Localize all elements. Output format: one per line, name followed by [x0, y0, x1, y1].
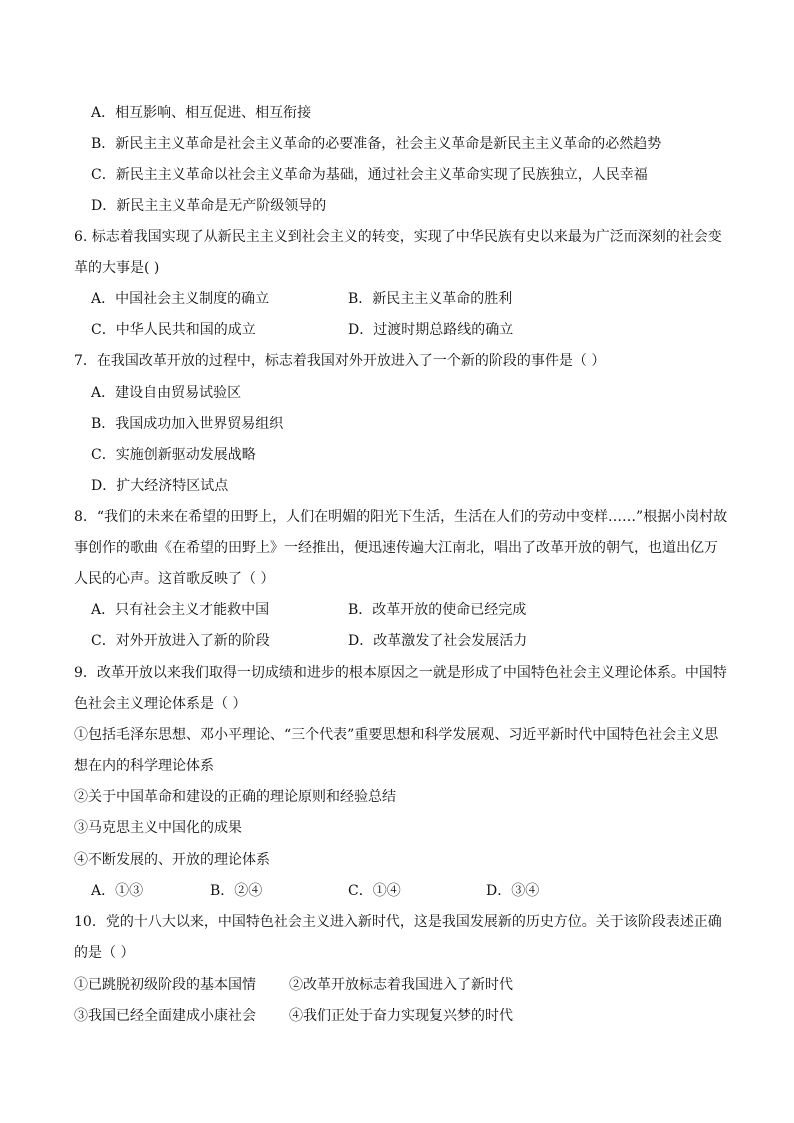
q8-stem-line2: 事创作的歌曲《在希望的田野上》一经推出，便迅速传遍大江南北，唱出了改革开放的朝气，也道出亿万: [74, 540, 718, 556]
q5-option-b: B．新民主主义革命是社会主义革命的必要准备，社会主义革命是新民主主义革命的必然趋势: [91, 136, 662, 152]
q8-stem-line3: 人民的心声。这首歌反映了（ ）: [74, 571, 275, 587]
q7-option-d: D．扩大经济特区试点: [91, 478, 229, 494]
q6-stem-line1: 6. 标志着我国实现了从新民主主义到社会主义的转变，实现了中华民族有史以来最为广泛而深刻的社会变: [74, 229, 722, 245]
q9-option-d: D．③④: [486, 883, 540, 899]
q7-option-b: B．我国成功加入世界贸易组织: [91, 416, 284, 432]
q10-item-1: ①已跳脱初级阶段的基本国情: [74, 977, 256, 993]
q9-option-a: A．①③: [91, 883, 144, 899]
q6-option-a: A．中国社会主义制度的确立: [91, 291, 270, 307]
q9-item-4: ④不断发展的、开放的理论体系: [74, 852, 270, 868]
q6-option-d: D．过渡时期总路线的确立: [348, 322, 514, 338]
q8-option-b: B．改革开放的使命已经完成: [348, 602, 527, 618]
q5-option-c: C．新民主主义革命以社会主义革命为基础，通过社会主义革命实现了民族独立，人民幸福: [91, 167, 648, 183]
q8-option-d: D．改革激发了社会发展活力: [348, 633, 528, 649]
q8-stem-line1: 8．“我们的未来在希望的田野上，人们在明媚的阳光下生活，生活在人们的劳动中变样……”根据小岗村故: [74, 509, 728, 525]
q9-item-3: ③马克思主义中国化的成果: [74, 820, 242, 836]
q5-option-d: D．新民主主义革命是无产阶级领导的: [91, 198, 327, 214]
q8-option-c: C．对外开放进入了新的阶段: [91, 633, 270, 649]
q7-stem-line1: 7．在我国改革开放的过程中，标志着我国对外开放进入了一个新的阶段的事件是（ ）: [74, 353, 606, 369]
q7-option-a: A．建设自由贸易试验区: [91, 385, 242, 401]
q9-item-1-line1: ①包括毛泽东思想、邓小平理论、“三个代表”重要思想和科学发展观、习近平新时代中国特色社会主义思: [74, 727, 719, 743]
q10-item-4: ④我们正处于奋力实现复兴梦的时代: [289, 1008, 513, 1024]
q9-option-b: B．②④: [210, 883, 263, 899]
q10-item-3: ③我国已经全面建成小康社会: [74, 1008, 256, 1024]
q9-stem-line1: 9．改革开放以来我们取得一切成绩和进步的根本原因之一就是形成了中国特色社会主义理论体系。中国特: [74, 665, 727, 681]
q9-stem-line2: 色社会主义理论体系是（ ）: [74, 696, 247, 712]
q10-stem-line1: 10．党的十八大以来，中国特色社会主义进入新时代，这是我国发展新的历史方位。关于该阶段表述正确: [74, 914, 722, 930]
q8-option-a: A．只有社会主义才能救中国: [91, 602, 270, 618]
q6-option-c: C．中华人民共和国的成立: [91, 322, 256, 338]
q10-stem-line2: 的是（ ）: [74, 945, 135, 961]
q9-item-2: ②关于中国革命和建设的正确的理论原则和经验总结: [74, 789, 396, 805]
q9-item-1-line2: 想在内的科学理论体系: [74, 758, 214, 774]
q6-stem-line2: 革的大事是( ): [74, 260, 160, 276]
q10-item-2: ②改革开放标志着我国进入了新时代: [289, 977, 513, 993]
q7-option-c: C．实施创新驱动发展战略: [91, 447, 256, 463]
q5-option-a: A．相互影响、相互促进、相互衔接: [91, 105, 312, 121]
q6-option-b: B．新民主主义革命的胜利: [348, 291, 513, 307]
q9-option-c: C．①④: [348, 883, 401, 899]
